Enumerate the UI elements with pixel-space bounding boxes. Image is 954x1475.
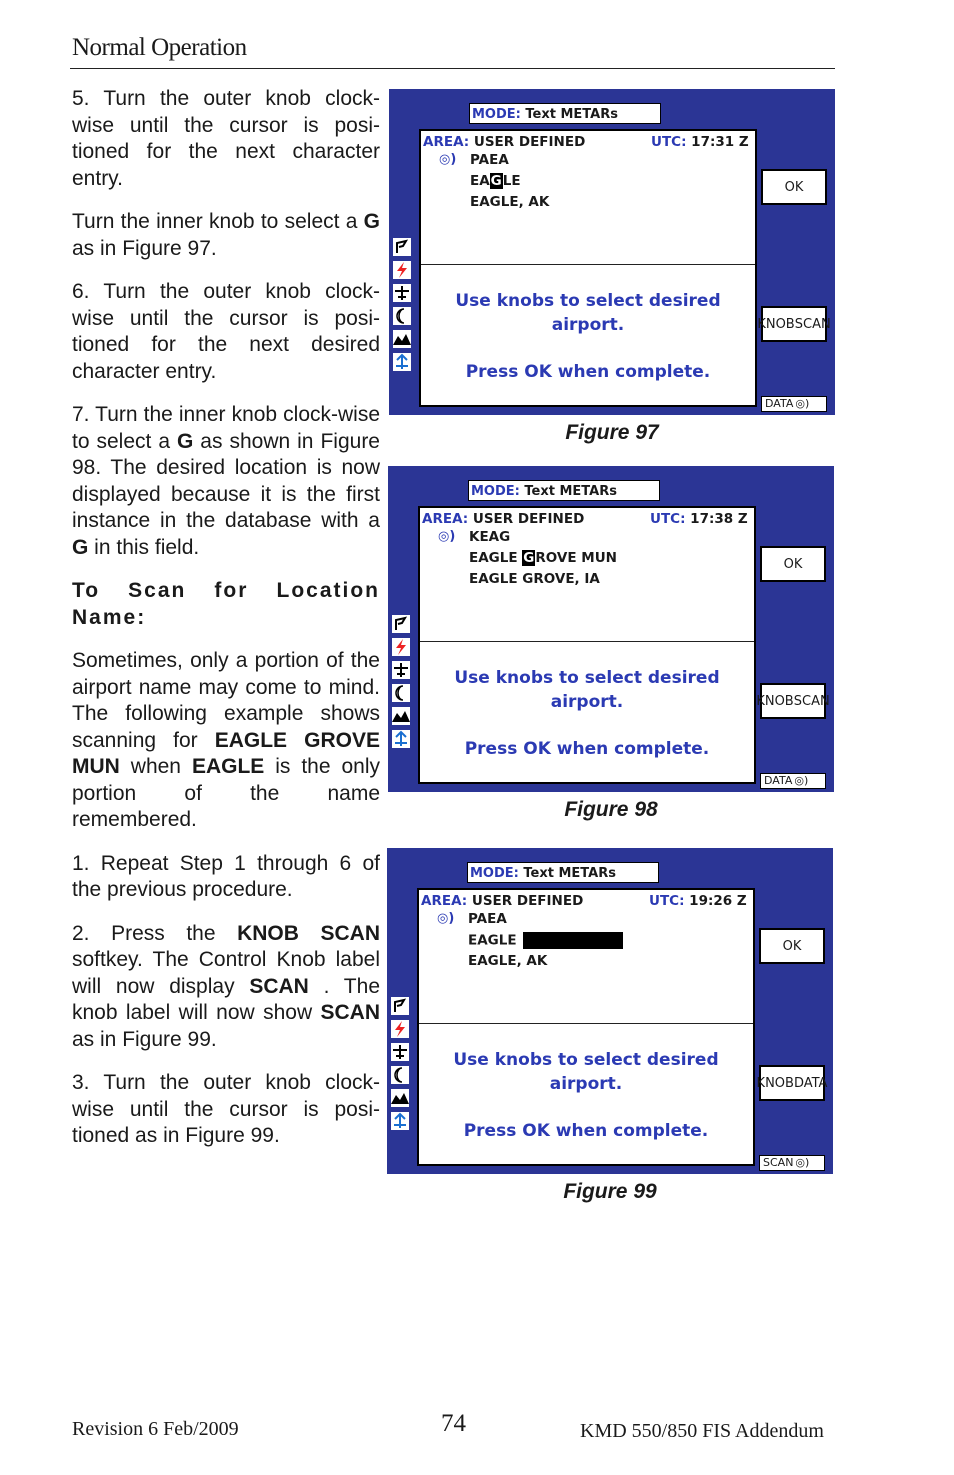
selection-panel <box>418 506 756 784</box>
entry-area <box>419 890 753 1024</box>
knob-icon: ◎) <box>437 911 455 926</box>
moon-icon[interactable] <box>390 683 412 703</box>
terrain-icon[interactable] <box>391 329 413 349</box>
name-entry-field[interactable]: EAGLE <box>470 173 521 189</box>
area-label: AREA: USER DEFINED <box>421 893 584 909</box>
mode-box: MODE: Text METARs <box>469 103 661 124</box>
airport-location: EAGLE, AK <box>468 953 548 969</box>
page-number: 74 <box>441 1410 466 1437</box>
airport-icon[interactable] <box>389 1042 411 1062</box>
weather-icon[interactable] <box>391 352 413 372</box>
lightning-icon[interactable] <box>389 1019 411 1039</box>
name-entry-field[interactable]: EAGLE GROVE MUN <box>469 550 617 566</box>
instruction-message: Use knobs to select desired airport. Press OK when complete. <box>454 668 720 759</box>
airport-id: PAEA <box>470 152 509 168</box>
airport-id: PAEA <box>468 911 507 927</box>
mode-box: MODE: Text METARs <box>467 862 659 883</box>
scan-intro: Sometimes, only a portion of the airport name may come to mind. The following example shows scanning for EAGLE GROVE MUN when EAGLE is the only portion of the name remembered. <box>72 649 381 831</box>
knob-icon: ◎) <box>439 152 457 167</box>
utc-time: UTC: 19:26 Z <box>649 893 747 909</box>
utc-time: UTC: 17:38 Z <box>650 511 748 527</box>
selection-panel <box>417 888 755 1166</box>
scan-cursor <box>523 932 623 949</box>
footer-revision: Revision 6 Feb/2009 <box>72 1418 239 1440</box>
moon-icon[interactable] <box>391 306 413 326</box>
instruction-message: Use knobs to select desired airport. Press OK when complete. <box>455 291 721 382</box>
area-label: AREA: USER DEFINED <box>423 134 586 150</box>
figure-caption: Figure 97 <box>565 421 659 444</box>
name-entry-field[interactable]: EAGLE <box>468 932 623 949</box>
scan-step-1: 1. Repeat Step 1 through 6 of the previous procedure. <box>72 851 380 901</box>
knob-icon: ◎) <box>438 529 456 544</box>
terrain-icon[interactable] <box>389 1088 411 1108</box>
figure-caption: Figure 98 <box>564 798 658 821</box>
step-6: 6. Turn the outer knob clock-wise until the cursor is posi-tioned for the next desired character entry. <box>72 280 380 383</box>
chart-icon[interactable] <box>391 237 413 257</box>
airport-location: EAGLE GROVE, IA <box>469 571 600 587</box>
footer-doc-title: KMD 550/850 FIS Addendum <box>580 1420 824 1442</box>
moon-icon[interactable] <box>389 1065 411 1085</box>
entry-area <box>421 131 755 265</box>
airport-icon[interactable] <box>390 660 412 680</box>
airport-icon[interactable] <box>391 283 413 303</box>
screen-display <box>387 848 833 1174</box>
screen-display <box>388 466 834 792</box>
selection-panel <box>419 129 757 407</box>
terrain-icon[interactable] <box>390 706 412 726</box>
figure-caption: Figure 99 <box>563 1180 657 1203</box>
knob-softkey[interactable]: KNOB SCAN <box>760 683 826 719</box>
chart-icon[interactable] <box>389 996 411 1016</box>
side-icon-bar <box>390 614 414 752</box>
section-heading: To Scan for Location Name: <box>72 579 380 629</box>
ok-button[interactable]: OK <box>759 928 825 964</box>
side-icon-bar <box>389 996 413 1134</box>
scan-step-2: 2. Press the KNOB SCAN softkey. The Control Knob label will now display SCAN . The knob label will now show SCAN as in Figure 99. <box>72 921 380 1051</box>
step-5: 5. Turn the outer knob clock-wise until the cursor is posi-tioned for the next character entry. <box>72 87 380 190</box>
knob-mode-label: SCAN ◎) <box>759 1155 825 1171</box>
knob-softkey[interactable]: KNOB DATA <box>759 1065 825 1101</box>
entry-area <box>420 508 754 642</box>
weather-icon[interactable] <box>390 729 412 749</box>
knob-mode-label: DATA ◎) <box>760 773 826 789</box>
weather-icon[interactable] <box>389 1111 411 1131</box>
airport-location: EAGLE, AK <box>470 194 550 210</box>
mode-box: MODE: Text METARs <box>468 480 660 501</box>
text-cursor: G <box>523 550 535 566</box>
area-label: AREA: USER DEFINED <box>422 511 585 527</box>
body-text <box>72 86 380 1167</box>
section-title: Normal Operation <box>72 34 247 61</box>
airport-id: KEAG <box>469 529 511 545</box>
lightning-icon[interactable] <box>391 260 413 280</box>
instruction-message: Use knobs to select desired airport. Press OK when complete. <box>453 1050 719 1141</box>
text-cursor: G <box>490 173 502 189</box>
step-5-detail: Turn the inner knob to select a G as in Figure 97. <box>72 210 380 260</box>
chart-icon[interactable] <box>390 614 412 634</box>
scan-step-3: 3. Turn the outer knob clock-wise until the cursor is posi-tioned as in Figure 99. <box>72 1071 380 1147</box>
knob-mode-label: DATA ◎) <box>761 396 827 412</box>
step-7: 7. Turn the inner knob clock-wise to select a G as shown in Figure 98. The desired location is now displayed because it is the first instance in the database with a G in this field. <box>72 403 380 559</box>
lightning-icon[interactable] <box>390 637 412 657</box>
page-header <box>70 34 835 69</box>
knob-softkey[interactable]: KNOB SCAN <box>761 306 827 342</box>
utc-time: UTC: 17:31 Z <box>651 134 749 150</box>
screen-display <box>389 89 835 415</box>
ok-button[interactable]: OK <box>761 169 827 205</box>
ok-button[interactable]: OK <box>760 546 826 582</box>
side-icon-bar <box>391 237 415 375</box>
